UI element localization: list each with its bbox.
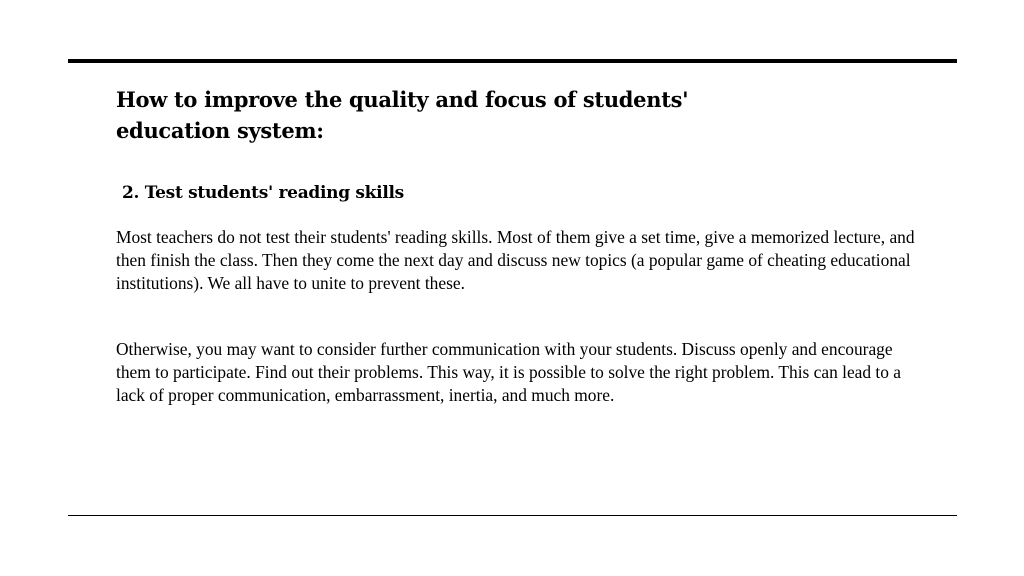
body-paragraph-2: Otherwise, you may want to consider further communication with your students. Discuss openly and encourage them to participate. Find out their problems. This way, it is possible to solve the right problem. This can lead to a lack of proper communication, embarrassment, inertia, and much more. [116,339,902,405]
section-heading: 2. Test students' reading skills [122,183,404,203]
top-divider [68,59,957,63]
bottom-divider [68,515,957,516]
body-paragraph-1: Most teachers do not test their students' reading skills. Most of them give a set time, give a memorized lecture, and then finish the class. Then they come the next day and discuss new topics (a popular game of cheating educational institutions). We all have to unite to prevent these. [116,227,915,293]
slide-title: How to improve the quality and focus of students' education system: [116,87,689,143]
